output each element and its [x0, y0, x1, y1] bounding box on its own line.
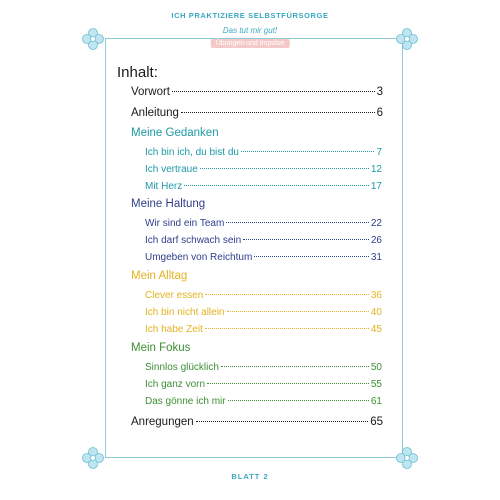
toc-entry-label: Vorwort	[131, 86, 170, 98]
toc-entry-label: Ich bin ich, du bist du	[145, 147, 239, 158]
toc-entry-label: Das gönne ich mir	[145, 396, 226, 407]
toc-entry[interactable]	[145, 362, 382, 373]
dot-leader	[196, 421, 369, 422]
dot-leader	[181, 112, 375, 113]
dot-leader	[243, 239, 369, 240]
toc-entry-page: 17	[370, 181, 382, 192]
toc-entry[interactable]	[145, 290, 382, 301]
toc-entry-label: Ich ganz vorn	[145, 379, 206, 390]
toc-entry-anleitung[interactable]	[131, 107, 383, 119]
toc-entry-label: Ich vertraue	[145, 164, 198, 175]
toc-entry-page: 61	[370, 396, 382, 407]
toc-entry-page: 22	[370, 218, 382, 229]
toc-entry[interactable]	[145, 324, 382, 335]
dot-leader	[205, 294, 369, 295]
toc-entry-page: 50	[370, 362, 382, 373]
toc-entry-page: 45	[370, 324, 382, 335]
toc-entry[interactable]	[145, 379, 382, 390]
header-title: ICH PRAKTIZIERE SELBSTFÜRSORGE	[171, 11, 329, 20]
toc-entry-page: 3	[376, 86, 383, 98]
toc-entry-label: Umgeben von Reichtum	[145, 252, 253, 263]
flower-icon	[395, 446, 419, 470]
toc-entry-page: 31	[370, 252, 382, 263]
toc-entry[interactable]	[145, 147, 382, 158]
dot-leader	[172, 91, 375, 92]
dot-leader	[205, 328, 369, 329]
toc-entry-label: Sinnlos glücklich	[145, 362, 219, 373]
toc-entry-label: Anregungen	[131, 416, 194, 428]
toc-entry-page: 26	[370, 235, 382, 246]
toc-entry[interactable]	[145, 307, 382, 318]
section-title-fokus: Mein Fokus	[131, 342, 191, 354]
toc-entry[interactable]	[145, 396, 382, 407]
toc-entry-page: 65	[370, 416, 383, 428]
flower-icon	[81, 446, 105, 470]
toc-entry-label: Ich habe Zeit	[145, 324, 203, 335]
toc-entry-label: Mit Herz	[145, 181, 183, 192]
toc-entry-page: 36	[370, 290, 382, 301]
section-title-alltag: Mein Alltag	[131, 270, 188, 282]
toc-entry[interactable]	[145, 218, 382, 229]
header-badge: Übungen und Impulse	[211, 39, 290, 48]
toc-entry[interactable]	[145, 164, 382, 175]
section-title-gedanken: Meine Gedanken	[131, 127, 219, 139]
dot-leader	[241, 151, 374, 152]
toc-entry-page: 6	[376, 107, 383, 119]
page-frame	[105, 38, 403, 458]
toc-entry-label: Ich bin nicht allein	[145, 307, 225, 318]
toc-title: Inhalt:	[117, 64, 158, 81]
toc-entry[interactable]	[145, 235, 382, 246]
toc-entry-page: 55	[370, 379, 382, 390]
toc-entry-page: 7	[376, 147, 382, 158]
toc-entry-anregungen[interactable]	[131, 416, 383, 428]
toc-entry-page: 40	[370, 307, 382, 318]
dot-leader	[221, 366, 369, 367]
dot-leader	[200, 168, 369, 169]
toc-entry-label: Wir sind ein Team	[145, 218, 225, 229]
dot-leader	[207, 383, 369, 384]
toc-entry-label: Anleitung	[131, 107, 179, 119]
toc-entry-vorwort[interactable]	[131, 86, 383, 98]
dot-leader	[184, 185, 369, 186]
toc-entry-label: Ich darf schwach sein	[145, 235, 242, 246]
toc-entry[interactable]	[145, 252, 382, 263]
footer-label: BLATT 2	[231, 472, 269, 481]
section-title-haltung: Meine Haltung	[131, 198, 206, 210]
toc-entry[interactable]	[145, 181, 382, 192]
header-subtitle: Das tut mir gut!	[222, 26, 278, 35]
toc-entry-label: Clever essen	[145, 290, 204, 301]
dot-leader	[254, 256, 369, 257]
dot-leader	[228, 400, 369, 401]
toc-entry-page: 12	[370, 164, 382, 175]
dot-leader	[227, 311, 369, 312]
dot-leader	[226, 222, 369, 223]
